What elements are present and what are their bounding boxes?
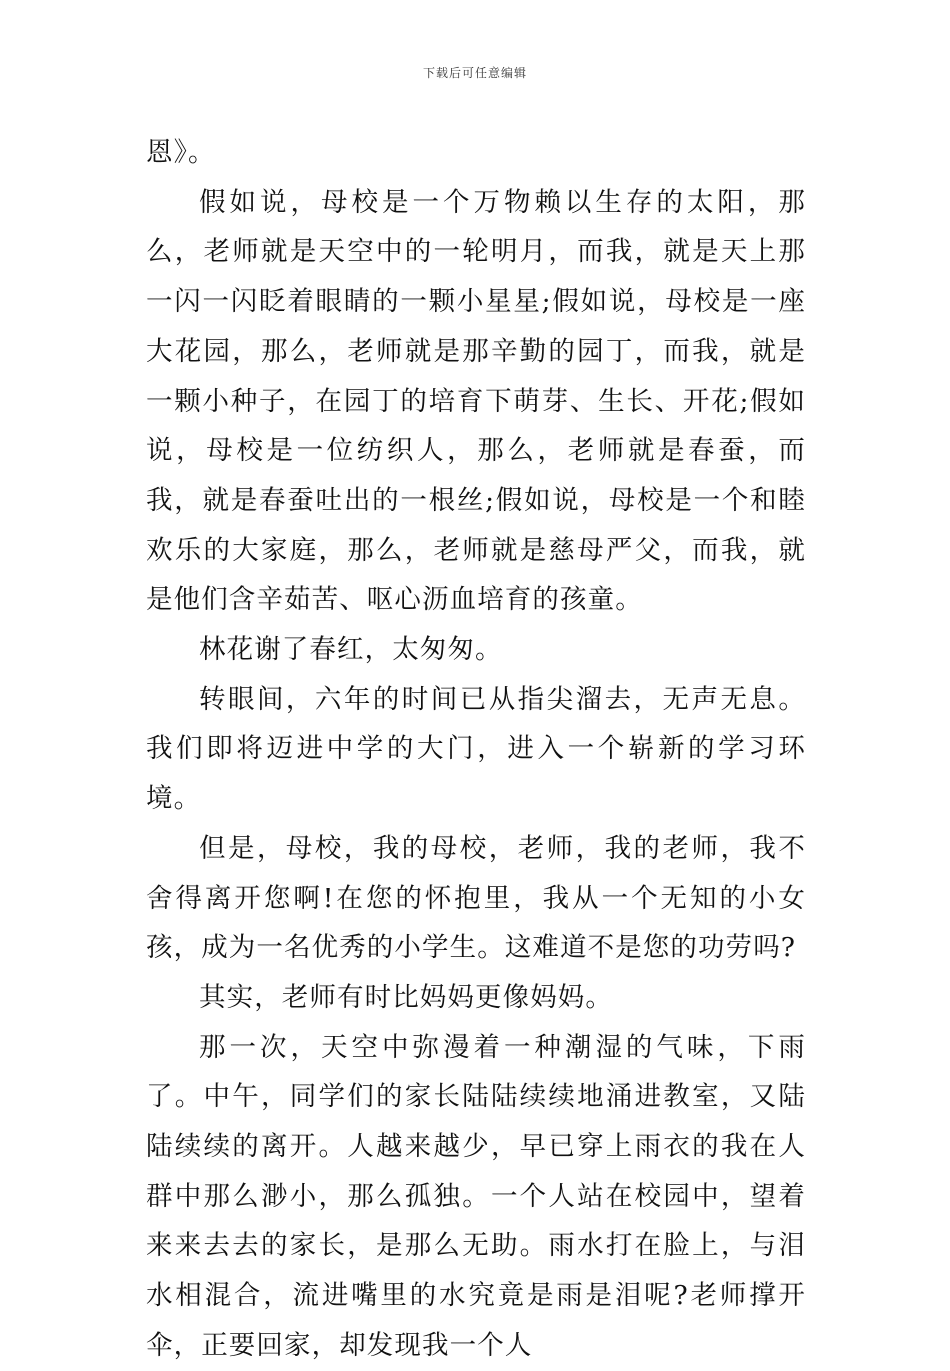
paragraph-7: 那一次，天空中弥漫着一种潮湿的气味，下雨了。中午，同学们的家长陆陆续续地涌进教室，又陆陆续续的离开。人越来越少，早已穿上雨衣的我在人群中那么渺小，那么孤独。一个人站在校园中，望着来来去去的家长，是那么无助。雨水打在脸上，与泪水相混合，流进嘴里的水究竟是雨是泪呢?老师撑开伞，正要回家，却发现我一个人 (146, 1031, 806, 1361)
paragraph-4: 转眼间，六年的时间已从指尖溜去，无声无息。我们即将迈进中学的大门，进入一个崭新的学习环境。 (146, 683, 806, 815)
paragraph-2: 假如说，母校是一个万物赖以生存的太阳，那么，老师就是天空中的一轮明月，而我，就是天上那一闪一闪眨着眼睛的一颗小星星;假如说，母校是一座大花园，那么，老师就是那辛勤的园丁，而我，就是一颗小种子，在园丁的培育下萌芽、生长、开花;假如说，母校是一位纺织人，那么，老师就是春蚕，而我，就是春蚕吐出的一根丝;假如说，母校是一个和睦欢乐的大家庭，那么，老师就是慈母严父，而我，就是他们含辛茹苦、呕心沥血培育的孩童。 (146, 186, 806, 616)
paragraph-1: 恩》。 (146, 137, 216, 168)
document-body (146, 128, 806, 1371)
page-header: 下载后可任意编辑 (422, 66, 527, 80)
paragraph-5: 但是，母校，我的母校，老师，我的老师，我不舍得离开您啊!在您的怀抱里，我从一个无知的小女孩，成为一名优秀的小学生。这难道不是您的功劳吗? (146, 832, 806, 964)
paragraph-3: 林花谢了春红，太匆匆。 (199, 634, 503, 666)
paragraph-6: 其实，老师有时比妈妈更像妈妈。 (199, 981, 613, 1013)
